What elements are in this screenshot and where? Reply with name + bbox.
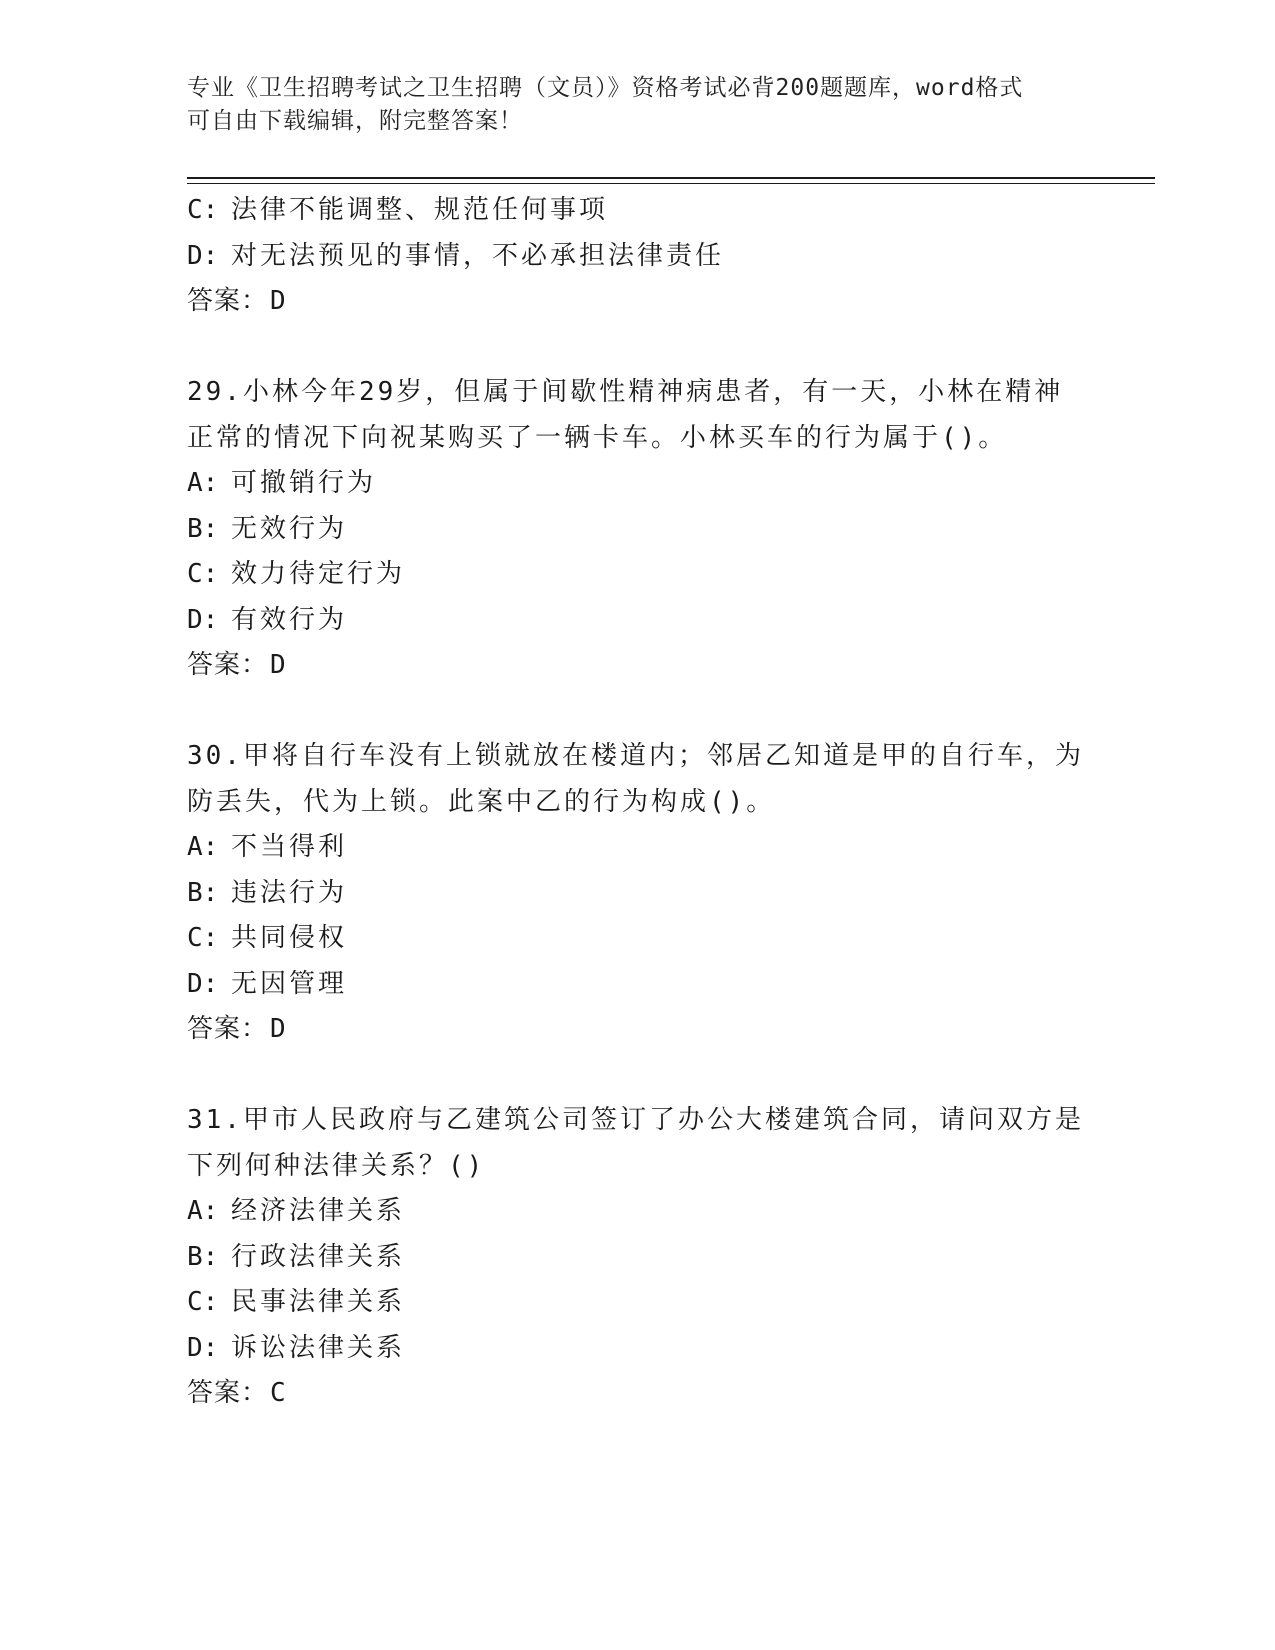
- question-29: [187, 370, 1087, 689]
- option-label: C:: [187, 559, 219, 589]
- header-title-line-1: 专业《卫生招聘考试之卫生招聘（文员）》资格考试必背200题题库，word格式: [187, 75, 1024, 101]
- header-title-line-2: 可自由下载编辑，附完整答案！: [187, 108, 523, 134]
- option-text: 无效行为: [231, 513, 348, 544]
- question-list: [187, 188, 1087, 1417]
- option-label: C:: [187, 195, 219, 225]
- option-row: [187, 825, 1087, 871]
- question-stem-line: 29.小林今年29岁，但属于间歇性精神病患者，有一天，小林在精神: [187, 377, 1064, 407]
- option-text: 诉讼法律关系: [231, 1332, 406, 1363]
- answer-row: [187, 643, 1087, 689]
- answer-value: C: [270, 1378, 287, 1408]
- option-text: 对无法预见的事情，不必承担法律责任: [231, 240, 725, 271]
- answer-value: D: [270, 650, 287, 680]
- header-rule-thick: [187, 177, 1155, 179]
- option-row: [187, 507, 1087, 553]
- answer-row: [187, 1007, 1087, 1053]
- option-text: 经济法律关系: [231, 1196, 406, 1226]
- option-label: A:: [187, 832, 219, 862]
- option-label: D:: [187, 604, 219, 635]
- option-row: [187, 461, 1087, 507]
- answer-label: 答案：: [187, 286, 269, 316]
- answer-row: [187, 279, 1087, 325]
- spacer: [187, 325, 1087, 371]
- option-row: [187, 1189, 1087, 1235]
- option-label: D:: [187, 968, 219, 999]
- option-row: [187, 1235, 1087, 1281]
- option-text: 效力待定行为: [231, 559, 406, 589]
- spacer: [187, 689, 1087, 735]
- answer-value: D: [270, 286, 287, 316]
- page-header: [187, 72, 1067, 138]
- option-row: [187, 1280, 1087, 1326]
- option-label: D:: [187, 1332, 219, 1363]
- option-text: 行政法律关系: [231, 1241, 406, 1272]
- carryover-block: [187, 188, 1087, 325]
- option-label: B:: [187, 877, 219, 908]
- option-text: 民事法律关系: [231, 1287, 406, 1317]
- question-stem-line: 31.甲市人民政府与乙建筑公司签订了办公大楼建筑合同，请问双方是: [187, 1105, 1084, 1135]
- option-text: 违法行为: [231, 877, 348, 908]
- option-row: [187, 234, 1087, 280]
- option-row: [187, 188, 1087, 234]
- answer-label: 答案：: [187, 650, 269, 680]
- option-text: 有效行为: [231, 604, 348, 635]
- option-row: [187, 916, 1087, 962]
- option-label: A:: [187, 1196, 219, 1226]
- option-text: 共同侵权: [231, 923, 348, 953]
- option-text: 可撤销行为: [231, 468, 377, 498]
- question-30: [187, 734, 1087, 1053]
- option-row: [187, 598, 1087, 644]
- answer-row: [187, 1371, 1087, 1417]
- spacer: [187, 1053, 1087, 1099]
- answer-label: 答案：: [187, 1014, 269, 1044]
- option-row: [187, 1326, 1087, 1372]
- option-row: [187, 871, 1087, 917]
- option-text: 无因管理: [231, 968, 348, 999]
- answer-label: 答案：: [187, 1378, 269, 1408]
- option-text: 不当得利: [231, 832, 348, 862]
- option-row: [187, 552, 1087, 598]
- option-label: A:: [187, 468, 219, 498]
- header-rule-thin: [187, 183, 1155, 184]
- option-row: [187, 962, 1087, 1008]
- option-label: C:: [187, 923, 219, 953]
- question-stem-line: 正常的情况下向祝某购买了一辆卡车。小林买车的行为属于()。: [187, 422, 1008, 453]
- question-31: [187, 1098, 1087, 1417]
- question-stem-line: 下列何种法律关系？(): [187, 1150, 486, 1181]
- option-label: B:: [187, 1241, 219, 1272]
- question-stem-line: 30.甲将自行车没有上锁就放在楼道内；邻居乙知道是甲的自行车，为: [187, 741, 1084, 771]
- answer-value: D: [270, 1014, 287, 1044]
- option-label: C:: [187, 1287, 219, 1317]
- option-text: 法律不能调整、规范任何事项: [231, 195, 609, 225]
- question-stem-line: 防丢失，代为上锁。此案中乙的行为构成()。: [187, 786, 776, 817]
- option-label: B:: [187, 513, 219, 544]
- option-label: D:: [187, 240, 219, 271]
